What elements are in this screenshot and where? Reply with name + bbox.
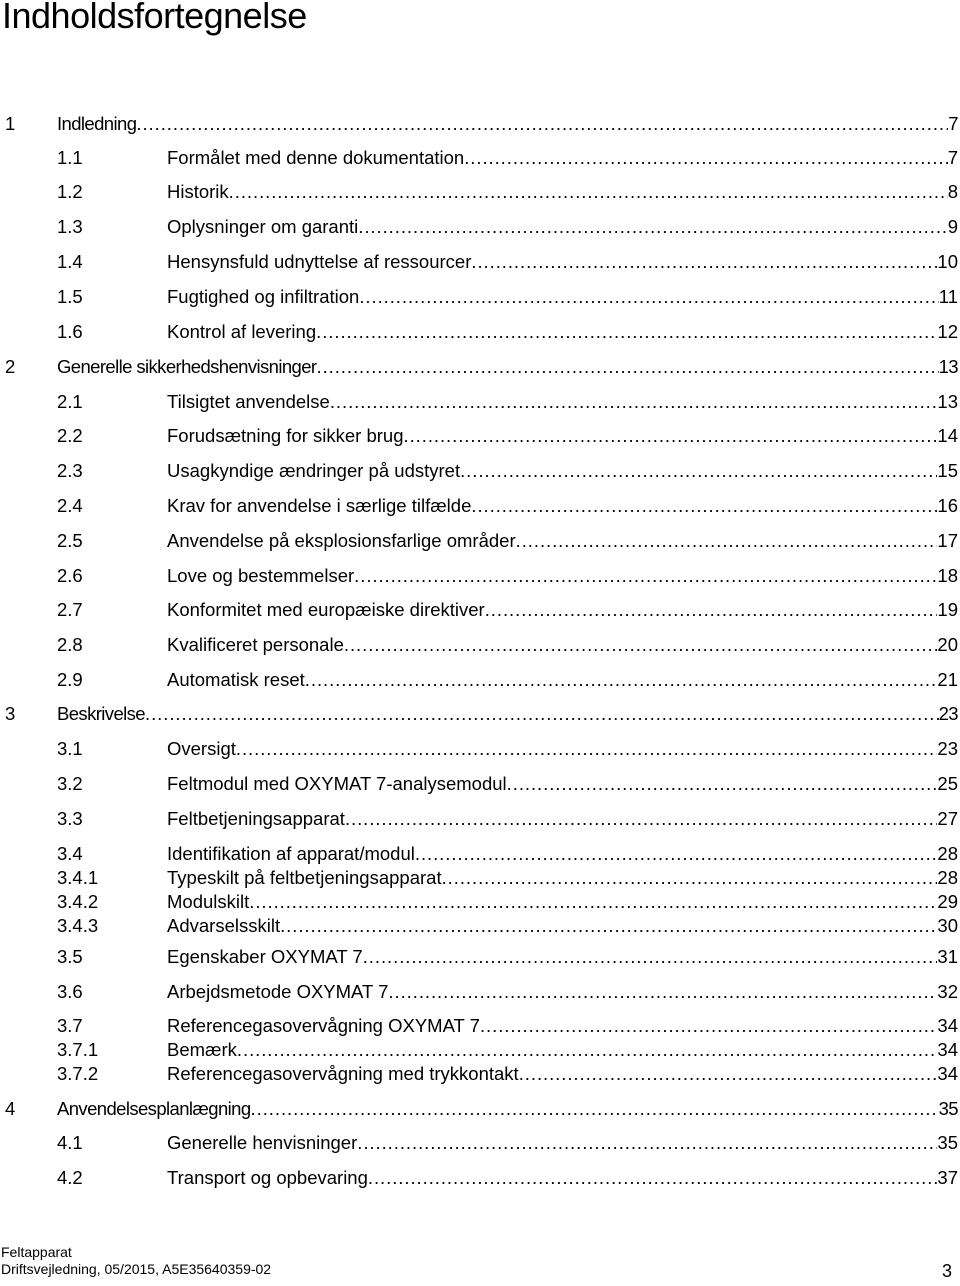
toc-entry-line [167, 980, 958, 1004]
toc-entry-page: 25 [937, 773, 958, 794]
toc-entry[interactable] [0, 1062, 960, 1086]
toc-entry-page: 14 [937, 425, 958, 446]
toc-entry-title: Beskrivelse [57, 703, 145, 724]
toc-entry[interactable] [0, 807, 960, 831]
dot-leader [237, 1038, 938, 1062]
toc-entry-number: 1.3 [57, 216, 83, 237]
dot-leader [316, 355, 938, 379]
dot-leader [354, 564, 937, 588]
toc-entry-number: 2.1 [57, 391, 83, 412]
toc-entry-number: 3.4.3 [57, 915, 99, 936]
toc-entry-line [167, 1166, 958, 1190]
toc-entry[interactable] [0, 702, 960, 726]
toc-entry-page: 19 [937, 599, 958, 620]
dot-leader [516, 529, 938, 553]
toc-entry[interactable] [0, 320, 960, 344]
toc-entry-line [167, 320, 958, 344]
toc-entry-line [167, 564, 958, 588]
toc-entry-number: 3.4.2 [57, 891, 99, 912]
toc-entry-number: 3.7.2 [57, 1063, 99, 1084]
toc-entry-title: Anvendelsesplanlægning [57, 1098, 251, 1119]
toc-entry-number: 3.7 [57, 1015, 83, 1036]
toc-entry-line [167, 529, 958, 553]
toc-entry[interactable] [0, 1166, 960, 1190]
dot-leader [480, 1014, 937, 1038]
toc-entry-title: Egenskaber OXYMAT 7 [167, 946, 363, 967]
toc-entry-number: 3.2 [57, 773, 83, 794]
toc-entry-line [167, 668, 958, 692]
toc-entry-page: 17 [937, 530, 958, 551]
toc-entry-page: 28 [937, 843, 958, 864]
toc-entry-title: Love og bestemmelser [167, 565, 355, 586]
dot-leader [330, 390, 938, 414]
toc-entry-title: Automatisk reset [167, 669, 305, 690]
toc-entry-page: 35 [938, 1098, 958, 1119]
toc-entry-title: Generelle sikkerhedshenvisninger [57, 356, 317, 377]
toc-entry-page: 21 [937, 669, 958, 690]
toc-entry-number: 3.3 [57, 808, 83, 829]
dot-leader [460, 459, 937, 483]
toc-entry-page: 31 [937, 946, 958, 967]
dot-leader [249, 890, 937, 914]
toc-entry-title: Advarselsskilt [167, 915, 281, 936]
toc-entry[interactable] [0, 1097, 960, 1121]
toc-entry[interactable] [0, 890, 960, 914]
toc-entry-title: Typeskilt på feltbetjeningsapparat [167, 867, 442, 888]
toc-entry-page: 23 [937, 738, 958, 759]
toc-entry-page: 11 [938, 286, 958, 307]
toc-entry-page: 35 [937, 1132, 958, 1153]
toc-entry-line [167, 1062, 958, 1086]
toc-entry-line [167, 914, 958, 938]
toc-entry-number: 3.5 [57, 946, 83, 967]
toc-entry-line [167, 1038, 958, 1062]
toc-entry-title: Transport og opbevaring [167, 1167, 368, 1188]
footer-page-number: 3 [941, 1261, 952, 1281]
toc-entry-title: Generelle henvisninger [167, 1132, 358, 1153]
toc-entry-title: Referencegasovervågning OXYMAT 7 [167, 1015, 480, 1036]
toc-entry-title: Kontrol af levering [167, 321, 317, 342]
toc-entry-line [167, 945, 958, 969]
dot-leader [236, 737, 938, 761]
footer [1, 1244, 271, 1278]
footer-product: Feltapparat [1, 1244, 72, 1260]
toc-entry-line [167, 633, 958, 657]
toc-entry[interactable] [0, 668, 960, 692]
toc-entry[interactable] [0, 215, 960, 239]
toc-entry-number: 3 [5, 703, 15, 724]
toc-entry-number: 2.7 [57, 599, 83, 620]
toc-entry-page: 28 [937, 867, 958, 888]
dot-leader [415, 842, 938, 866]
toc-entry-title: Arbejdsmetode OXYMAT 7 [167, 981, 389, 1002]
toc-entry-title: Indledning [57, 113, 137, 134]
toc-entry-line [57, 355, 958, 379]
toc-entry-line [167, 285, 958, 309]
toc-entry-line [167, 459, 958, 483]
toc-entry-title: Krav for anvendelse i særlige tilfælde [167, 495, 472, 516]
toc-entry[interactable] [0, 250, 960, 274]
dot-leader [229, 180, 948, 204]
toc-entry[interactable] [0, 598, 960, 622]
toc-entry-page: 10 [937, 251, 958, 272]
dot-leader [280, 914, 937, 938]
toc-entry-number: 2.9 [57, 669, 83, 690]
toc-entry[interactable] [0, 146, 960, 170]
toc-entry-title: Forudsætning for sikker brug [167, 425, 404, 446]
toc-entry-page: 32 [937, 981, 958, 1002]
toc-entry-title: Identifikation af apparat/modul [167, 843, 415, 864]
toc-entry-title: Bemærk [167, 1039, 237, 1060]
dot-leader [404, 424, 938, 448]
toc-entry[interactable] [0, 914, 960, 938]
dot-leader [344, 633, 938, 657]
dot-leader [316, 320, 937, 344]
toc-entry-number: 3.4.1 [57, 867, 99, 888]
toc-entry-page: 15 [937, 460, 958, 481]
toc-entry-number: 3.4 [57, 843, 83, 864]
dot-leader [358, 215, 947, 239]
toc-entry[interactable] [0, 494, 960, 518]
toc-entry[interactable] [0, 633, 960, 657]
toc-entry-page: 34 [937, 1015, 958, 1036]
toc-entry[interactable] [0, 112, 960, 136]
toc-entry-title: Modulskilt [167, 891, 250, 912]
toc-entry-title: Tilsigtet anvendelse [167, 391, 330, 412]
toc-entry[interactable] [0, 945, 960, 969]
toc-entry-number: 2.8 [57, 634, 83, 655]
toc-entry-title: Referencegasovervågning med trykkontakt [167, 1063, 519, 1084]
toc-entry-number: 2.5 [57, 530, 83, 551]
toc-entry-page: 27 [937, 808, 958, 829]
toc-entry-number: 1.6 [57, 321, 83, 342]
dot-leader [485, 598, 938, 622]
toc-entry[interactable] [0, 285, 960, 309]
toc-entry-page: 7 [947, 147, 958, 168]
toc-entry-page: 34 [937, 1039, 958, 1060]
dot-leader [305, 668, 938, 692]
toc-entry-title: Formålet med denne dokumentation [167, 147, 465, 168]
toc-entry-page: 18 [937, 565, 958, 586]
toc-entry-line [57, 1097, 958, 1121]
toc-entry-page: 34 [937, 1063, 958, 1084]
toc-entry-number: 1 [5, 113, 15, 134]
dot-leader [464, 146, 948, 170]
toc-entry-number: 1.1 [57, 147, 83, 168]
toc-entry-line [167, 842, 958, 866]
toc-entry-title: Feltbetjeningsapparat [167, 808, 345, 829]
toc-entry-title: Anvendelse på eksplosionsfarlige områder [167, 530, 516, 551]
toc-entry-line [167, 215, 958, 239]
toc-entry-line [167, 807, 958, 831]
toc-entry-line [57, 702, 958, 726]
toc-entry-page: 16 [937, 495, 958, 516]
toc-entry[interactable] [0, 564, 960, 588]
toc-entry-title: Fugtighed og infiltration [167, 286, 360, 307]
toc-entry-page: 13 [937, 391, 958, 412]
dot-leader [471, 250, 937, 274]
toc-entry-title: Konformitet med europæiske direktiver [167, 599, 485, 620]
toc-entry[interactable] [0, 424, 960, 448]
toc-entry-number: 3.1 [57, 738, 83, 759]
toc-entry-number: 2.4 [57, 495, 83, 516]
toc-entry-line [167, 146, 958, 170]
toc-entry-page: 23 [938, 703, 958, 724]
toc-entry-number: 2.3 [57, 460, 83, 481]
dot-leader [471, 494, 937, 518]
dot-leader [388, 980, 937, 1004]
toc-entry[interactable] [0, 180, 960, 204]
toc-entry-line [167, 890, 958, 914]
toc-entry[interactable] [0, 529, 960, 553]
toc-entry-line [167, 772, 958, 796]
dot-leader [442, 866, 938, 890]
toc-entry-number: 2.2 [57, 425, 83, 446]
dot-leader [357, 1131, 937, 1155]
toc-entry-page: 8 [947, 181, 958, 202]
toc-entry-number: 1.5 [57, 286, 83, 307]
toc-entry[interactable] [0, 772, 960, 796]
page-title: Indholdsfortegnelse [2, 0, 307, 36]
toc-entry-title: Hensynsfuld udnyttelse af ressourcer [167, 251, 472, 272]
toc-entry-page: 7 [948, 113, 958, 134]
toc-entry-number: 4.2 [57, 1167, 83, 1188]
toc-entry-page: 20 [937, 634, 958, 655]
toc-entry[interactable] [0, 390, 960, 414]
toc-entry-page: 30 [937, 915, 958, 936]
toc-entry-line [167, 866, 958, 890]
toc-entry-number: 2 [5, 356, 15, 377]
toc-entry-number: 3.7.1 [57, 1039, 99, 1060]
dot-leader [363, 945, 938, 969]
dot-leader [359, 285, 938, 309]
dot-leader [251, 1097, 939, 1121]
toc-entry-line [167, 390, 958, 414]
toc-entry-line [57, 112, 958, 136]
toc-entry-line [167, 180, 958, 204]
toc-entry[interactable] [0, 866, 960, 890]
toc-entry-title: Usagkyndige ændringer på udstyret [167, 460, 461, 481]
toc-entry-line [167, 424, 958, 448]
toc-entry-line [167, 494, 958, 518]
toc-entry-line [167, 1014, 958, 1038]
dot-leader [368, 1166, 938, 1190]
toc-entry-number: 1.2 [57, 181, 83, 202]
toc-entry[interactable] [0, 1014, 960, 1038]
dot-leader [519, 1062, 938, 1086]
toc-entry[interactable] [0, 980, 960, 1004]
footer-document-info: Driftsvejledning, 05/2015, A5E35640359-02 [1, 1261, 272, 1277]
dot-leader [345, 807, 937, 831]
toc-entry[interactable] [0, 355, 960, 379]
toc-entry-title: Feltmodul med OXYMAT 7-analysemodul [167, 773, 507, 794]
toc-entry-line [167, 1131, 958, 1155]
toc-entry[interactable] [0, 1131, 960, 1155]
toc-entry-number: 2.6 [57, 565, 83, 586]
toc-entry-title: Oversigt [167, 738, 236, 759]
toc-entry[interactable] [0, 842, 960, 866]
dot-leader [145, 702, 939, 726]
toc-entry[interactable] [0, 737, 960, 761]
toc-entry-title: Historik [167, 181, 229, 202]
dot-leader [507, 772, 938, 796]
toc-entry-page: 37 [937, 1167, 958, 1188]
toc-entry-page: 13 [938, 356, 958, 377]
toc-entry-page: 12 [937, 321, 958, 342]
toc-entry-title: Kvalificeret personale [167, 634, 344, 655]
toc-entry[interactable] [0, 1038, 960, 1062]
toc-entry-line [167, 598, 958, 622]
dot-leader [136, 112, 948, 136]
toc-entry-number: 3.6 [57, 981, 83, 1002]
toc-entry-number: 1.4 [57, 251, 83, 272]
toc-entry-page: 9 [947, 216, 958, 237]
toc-entry-line [167, 250, 958, 274]
toc-entry-number: 4.1 [57, 1132, 83, 1153]
toc-entry-title: Oplysninger om garanti [167, 216, 359, 237]
toc-entry-page: 29 [937, 891, 958, 912]
toc-entry-line [167, 737, 958, 761]
toc-entry[interactable] [0, 459, 960, 483]
toc-entry-number: 4 [5, 1098, 15, 1119]
